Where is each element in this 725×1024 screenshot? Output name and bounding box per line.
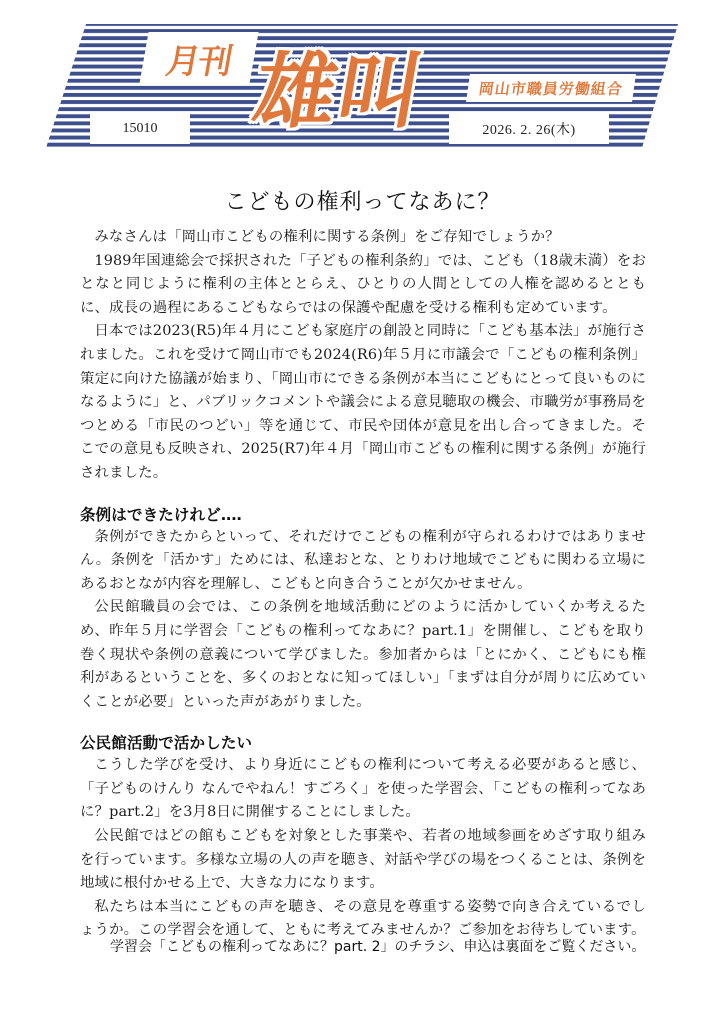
section-paragraph: こうした学びを受け、より身近にこどもの権利について考える必要があると感じ、「子どものけんり なんでやねん！すごろく」を使った学習会、「こどもの権利ってなあに？part.2」を3月8日に開催することにしました。 bbox=[80, 757, 646, 821]
section-paragraph: 条例ができたからといって、それだけでこどもの権利が守られるわけではありません。条例を「活かす」ためには、私達おとな、とりわけ地域でこどもに関わる立場にあるおとなが内容を理解し、こどもと向き合うことが欠かせません。 bbox=[80, 528, 646, 592]
masthead bbox=[44, 22, 680, 150]
masthead-organization: 岡山市職員労働組合 bbox=[466, 74, 636, 102]
intro-paragraph: 日本では2023(R5)年４月にこども家庭庁の創設と同時に「こども基本法」が施行されました。これを受けて岡山市でも2024(R6)年５月に市議会で「こどもの権利条例」策定に向けた協議が始まり、「岡山市にできる条例が本当にこどもにとって良いものになるように」と、パブリックコメントや議会による意見聴取の機会、市職労が事務局をつとめる「市民のつどい」等を通じて、市民や団体が意見を出し合ってきました。そこでの意見も反映され、2025(R7)年４月「岡山市こどもの権利に関する条例」が施行されました。 bbox=[80, 323, 646, 481]
article-body bbox=[80, 226, 646, 943]
section-heading: 条例はできたけれど‥‥ bbox=[80, 505, 242, 524]
masthead-title: 雄叫 bbox=[246, 44, 432, 140]
masthead-monthly-label: 月刊 bbox=[139, 32, 258, 84]
issue-number: 15010 bbox=[90, 114, 190, 144]
intro-paragraph: 1989年国連総会で採択された「子どもの権利条約」では、こども（18歳未満）をおとなと同じように権利の主体ととらえ、ひとりの人間としての人権を認めるとともに、成長の過程にあるこどもならではの保護や配慮を受ける権利も定めています。 bbox=[80, 252, 646, 316]
footer-note: 学習会「こどもの権利ってなあに？part. 2」のチラシ、申込は裏面をご覧ください。 bbox=[110, 939, 646, 955]
article-headline: こどもの権利ってなあに？ bbox=[224, 190, 501, 215]
section-heading: 公民館活動で活かしたい bbox=[80, 734, 253, 753]
section-paragraph: 公民館ではどの館もこどもを対象とした事業や、若者の地域参画をめざす取り組みを行っています。多様な立場の人の声を聴き、対話や学びの場をつくることは、条例を地域に根付かせる上で、大きな力になります。 bbox=[80, 828, 646, 892]
issue-date: 2026. 2. 26(木) bbox=[449, 114, 609, 144]
section-paragraph: 私たちは本当にこどもの声を聴き、その意見を尊重する姿勢で向き合えているでしょうか。この学習会を通して、ともに考えてみませんか？ご参加をお待ちしています。 bbox=[80, 898, 646, 939]
intro-paragraph: みなさんは「岡山市こどもの権利に関する条例」をご存知でしょうか？ bbox=[94, 229, 560, 245]
section-paragraph: 公民館職員の会では、この条例を地域活動にどのように活かしていくか考えるため、昨年５月に学習会「こどもの権利ってなあに？part.1」を開催し、こどもを取り巻く現状や条例の意義について学びました。参加者からは「とにかく、こどもにも権利があるということを、多くのおとなに知ってほしい」「まずは自分が周りに広めていくことが必要」といった声があがりました。 bbox=[80, 599, 646, 710]
